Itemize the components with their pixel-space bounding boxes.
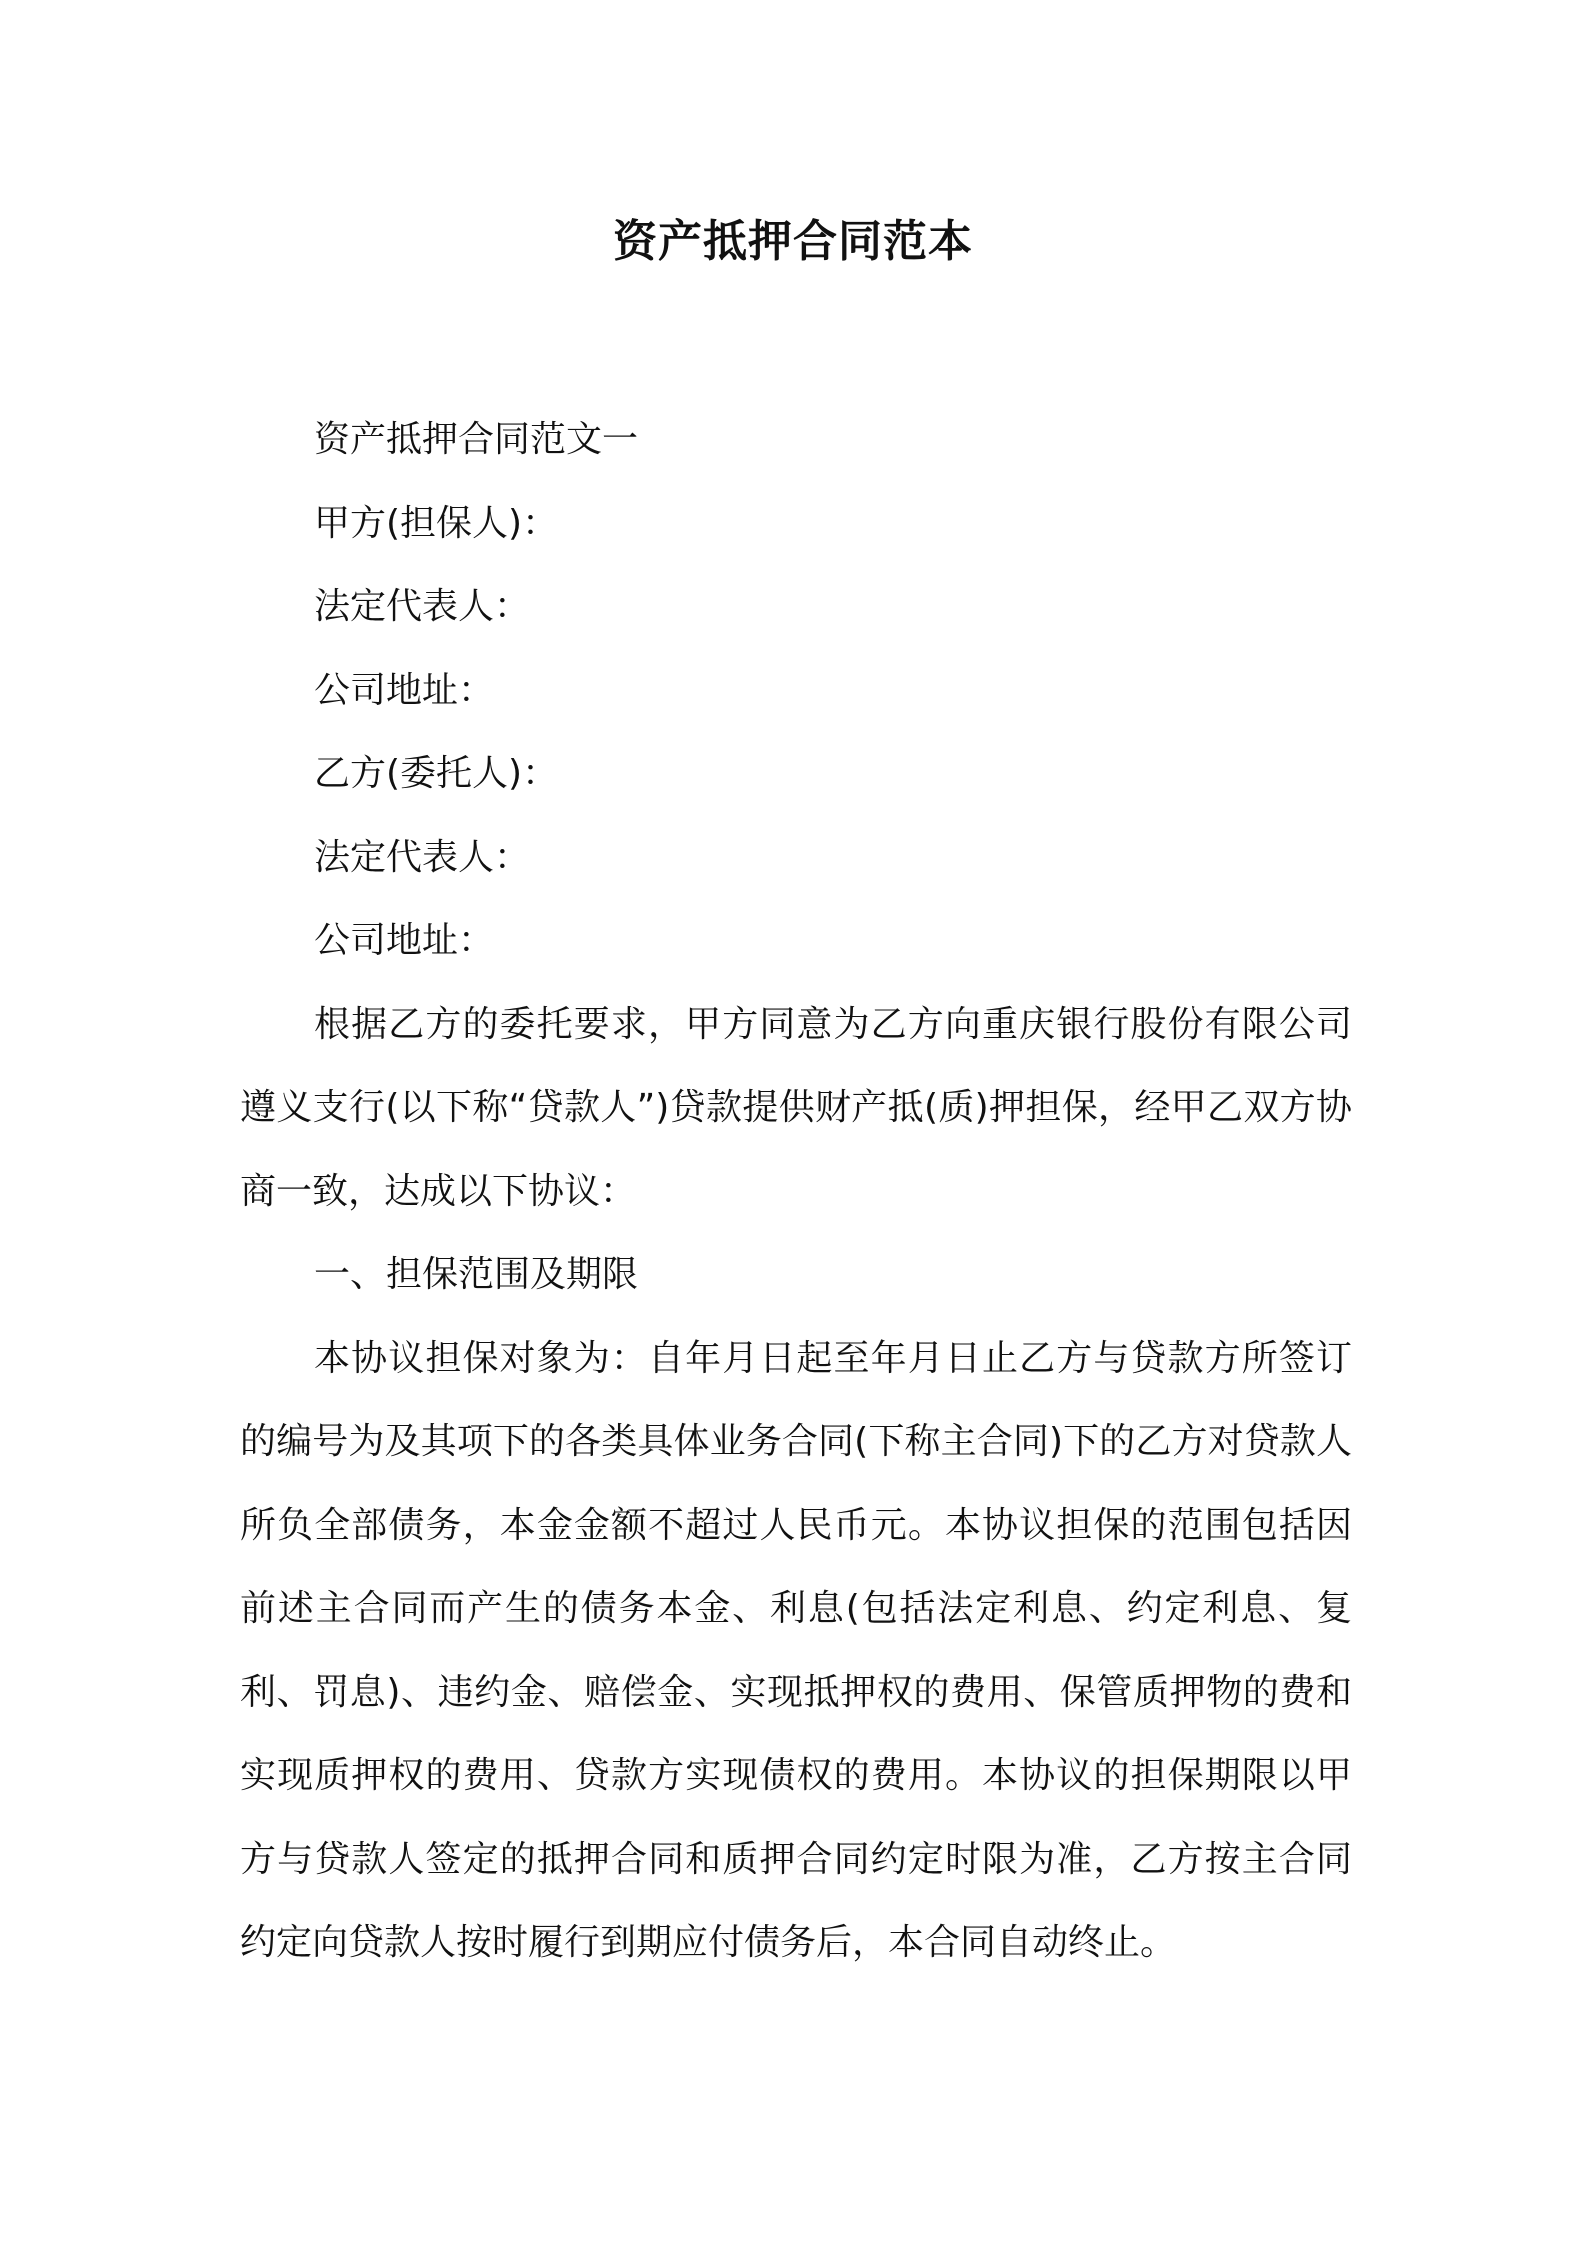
contract-subtitle: 资产抵押合同范文一 — [314, 419, 639, 460]
document-body — [240, 398, 1352, 1985]
party-a-address-line: 公司地址： — [314, 669, 495, 711]
intro-paragraph: 根据乙方的委托要求，甲方同意为乙方向重庆银行股份有限公司遵义支行(以下称“贷款人”)贷款提供财产抵(质)押担保，经甲乙双方协商一致，达成以下协议： — [240, 1003, 1352, 1212]
party-b-address-line: 公司地址： — [314, 920, 495, 961]
party-a-line: 甲方(担保人)： — [314, 502, 559, 544]
party-b-representative-line: 法定代表人： — [314, 836, 531, 878]
document-title: 资产抵押合同范本 — [613, 216, 973, 267]
party-b-line: 乙方(委托人)： — [314, 753, 559, 794]
party-a-representative-line: 法定代表人： — [314, 586, 531, 627]
section-heading: 一、担保范围及期限 — [314, 1254, 639, 1295]
guarantee-scope-paragraph: 本协议担保对象为：自年月日起至年月日止乙方与贷款方所签订的编号为及其项下的各类具体业务合同(下称主合同)下的乙方对贷款人所负全部债务，本金金额不超过人民币元。本协议担保的范围包括因前述主合同而产生的债务本金、利息(包括法定利息、约定利息、复利、罚息)、违约金、赔偿金、实现抵押权的费用、保管质押物的费和实现质押权的费用、贷款方实现债权的费用。本协议的担保期限以甲方与贷款人签定的抵押合同和质押合同约定时限为准，乙方按主合同约定向贷款人按时履行到期应付债务后，本合同自动终止。 — [240, 1337, 1352, 1963]
